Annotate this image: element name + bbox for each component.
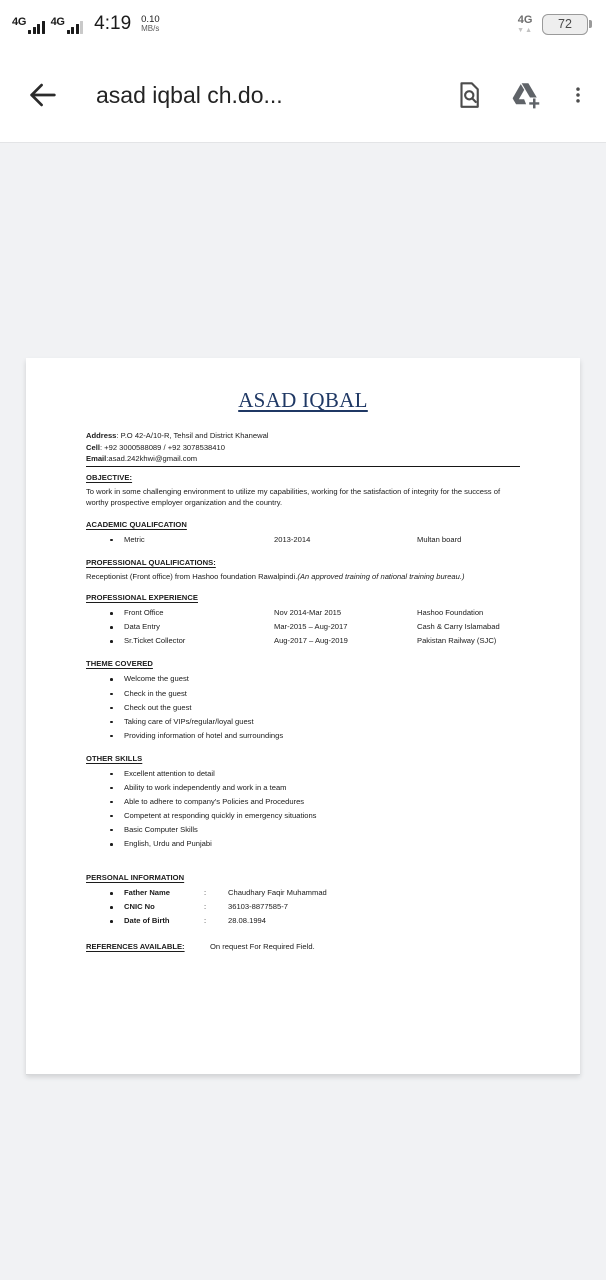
list-item (108, 900, 520, 914)
list-item: Taking care of VIPs/regular/loyal guest (108, 715, 520, 729)
list-item (108, 533, 520, 547)
add-to-drive-icon[interactable] (510, 80, 540, 110)
list-item: Check in the guest (108, 687, 520, 701)
experience-role: Sr.Ticket Collector (124, 636, 186, 646)
network-speed (141, 15, 160, 33)
cv-email-label: Email (86, 454, 107, 464)
personal-information-heading: PERSONAL INFORMATION (86, 872, 185, 882)
battery-indicator (542, 14, 592, 35)
list-item: Ability to work independently and work in a team (108, 781, 520, 795)
sim2-network-label: 4G (50, 16, 65, 28)
professional-qualifications-text (86, 571, 520, 582)
sim1-network-label: 4G (12, 16, 27, 28)
personal-info-key: Father Name (124, 887, 171, 897)
sim2-signal-bars-icon (67, 20, 84, 34)
overflow-menu-icon[interactable] (568, 80, 588, 110)
cv-cell-line (86, 442, 520, 454)
list-item: Able to adhere to company’s Policies and Procedures (108, 795, 520, 809)
list-item: Check out the guest (108, 701, 520, 715)
theme-covered-heading: THEME COVERED (86, 659, 153, 669)
document-viewer[interactable] (0, 143, 606, 1280)
cv-cell-label: Cell (86, 442, 100, 452)
pq-normal-text: Receptionist (Front office) from Hashoo foundation Rawalpindi. (86, 571, 298, 581)
objective-heading: OBJECTIVE: (86, 473, 133, 483)
experience-list (108, 606, 520, 648)
status-bar-clock: 4:19 (94, 13, 132, 34)
personal-info-separator: : (204, 916, 207, 926)
sim1-signal (12, 17, 45, 34)
list-item (108, 634, 520, 648)
cv-contact-block (86, 430, 520, 465)
academic-board: Multan board (417, 534, 462, 544)
personal-info-value: Chaudhary Faqir Muhammad (228, 887, 327, 897)
experience-period: Nov 2014-Mar 2015 (274, 608, 342, 618)
status-bar-right (517, 14, 592, 35)
back-arrow-icon[interactable] (26, 78, 60, 112)
cv-address-label: Address (86, 431, 117, 440)
list-item: Providing information of hotel and surroundings (108, 729, 520, 743)
cv-cell-value: : +92 3000588089 / +92 3078538410 (99, 442, 225, 452)
experience-role: Data Entry (124, 622, 160, 632)
battery-icon (542, 14, 588, 35)
list-item: English, Urdu and Punjabi (108, 837, 520, 851)
personal-information-list (108, 886, 520, 928)
cv-address-value: : P.O 42-A/10-R, Tehsil and District Khanewal (116, 431, 269, 440)
academic-years: 2013-2014 (274, 534, 311, 544)
list-item: Welcome the guest (108, 672, 520, 686)
list-item: Competent at responding quickly in emergency situations (108, 809, 520, 823)
status-bar-left (12, 14, 160, 34)
battery-level-label: 72 (558, 17, 572, 31)
document-title: asad iqbal ch.do... (96, 81, 283, 108)
references-value: On request For Required Field. (210, 942, 315, 952)
experience-period: Mar-2015 – Aug-2017 (274, 622, 348, 632)
personal-info-value: 36103-8877585-7 (228, 902, 288, 912)
cv-address-line (86, 430, 520, 442)
list-item (108, 914, 520, 928)
experience-org: Hashoo Foundation (417, 608, 484, 618)
network-speed-value: 0.10 (141, 13, 160, 25)
experience-org: Cash & Carry Islamabad (417, 622, 500, 632)
list-item (108, 606, 520, 620)
other-skills-heading: OTHER SKILLS (86, 753, 143, 763)
references-label: REFERENCES AVAILABLE: (86, 942, 185, 952)
app-toolbar (0, 48, 606, 143)
cv-name-heading: ASAD IQBAL (238, 388, 368, 412)
status-bar (0, 0, 606, 48)
objective-text: To work in some challenging environment to utilize my capabilities, working for the satisfaction of integrity for the success of worthy prospective employer organization and the country. (86, 487, 501, 508)
personal-info-key: Date of Birth (124, 916, 170, 926)
battery-cap-icon (589, 20, 592, 28)
experience-heading: PROFESSIONAL EXPERIENCE (86, 593, 198, 603)
academic-heading: ACADEMIC QUALIFCATION (86, 519, 187, 529)
document-page (26, 358, 580, 1074)
other-skills-list (108, 767, 520, 851)
sim1-signal-bars-icon (28, 20, 45, 34)
personal-info-separator: : (204, 902, 207, 912)
personal-info-value: 28.08.1994 (228, 916, 267, 926)
cv-email-value: :asad.242khwi@gmail.com (106, 454, 198, 464)
data-network-label: 4G (517, 13, 533, 26)
theme-covered-list (108, 672, 520, 742)
find-in-document-icon[interactable] (454, 80, 484, 110)
list-item (108, 886, 520, 900)
sim2-signal (51, 17, 84, 34)
professional-qualifications-heading: PROFESSIONAL QUALIFICATIONS: (86, 557, 216, 567)
personal-info-key: CNIC No (124, 902, 155, 912)
personal-info-separator: : (204, 887, 207, 897)
cv-email-line (86, 453, 520, 465)
list-item: Basic Computer Skills (108, 823, 520, 837)
academic-list (108, 533, 520, 547)
contact-divider (86, 466, 520, 467)
experience-role: Front Office (124, 608, 164, 618)
pq-italic-text: (An approved training of national training bureau.) (297, 571, 465, 581)
list-item (108, 620, 520, 634)
experience-period: Aug-2017 – Aug-2019 (274, 636, 348, 646)
list-item: Excellent attention to detail (108, 767, 520, 781)
network-speed-unit: MB/s (141, 23, 160, 33)
data-network-indicator (517, 15, 533, 34)
references-row (86, 942, 520, 951)
data-transfer-arrows-icon: ▼▲ (517, 26, 533, 34)
experience-org: Pakistan Railway (SJC) (417, 636, 497, 646)
academic-degree: Metric (124, 534, 145, 544)
